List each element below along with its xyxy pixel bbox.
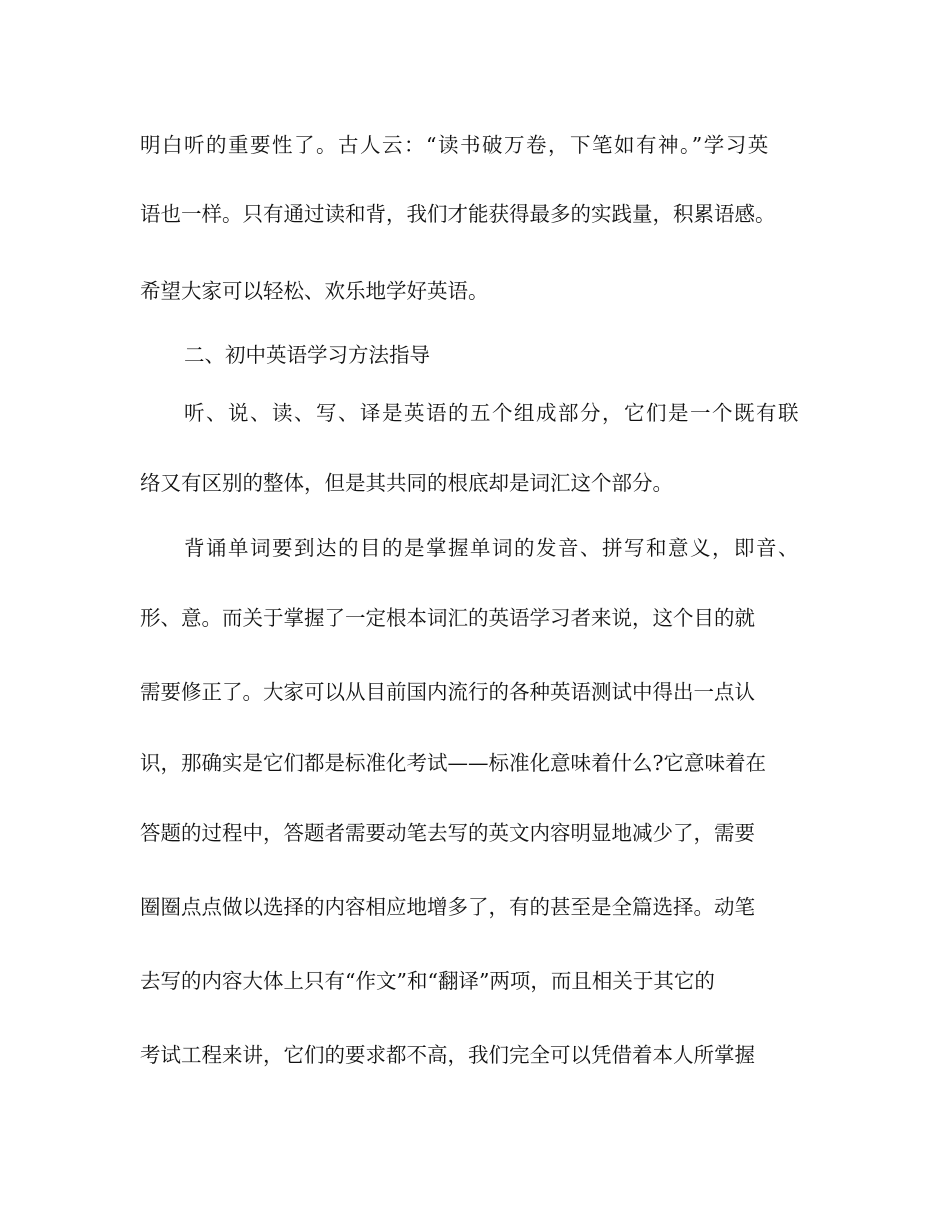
text-line: 识，那确实是它们都是标准化考试——标准化意味着什么?它意味着在	[140, 751, 766, 775]
text-line: 语也一样。只有通过读和背，我们才能获得最多的实践量，积累语感。	[140, 202, 776, 226]
section-heading: 二、初中英语学习方法指导	[184, 343, 430, 367]
text-line: 希望大家可以轻松、欢乐地学好英语。	[140, 279, 489, 303]
text-line: 圈圈点点做以选择的内容相应地增多了，有的甚至是全篇选择。动笔	[140, 895, 755, 919]
text-line: 听、说、读、写、译是英语的五个组成部分，它们是一个既有联	[184, 401, 800, 425]
text-line: 络又有区别的整体，但是其共同的根底却是词汇这个部分。	[140, 471, 673, 495]
text-line: 考试工程来讲，它们的要求都不高，我们完全可以凭借着本人所掌握	[140, 1043, 755, 1067]
text-line: 需要修正了。大家可以从目前国内流行的各种英语测试中得出一点认	[140, 680, 755, 704]
text-line: 形、意。而关于掌握了一定根本词汇的英语学习者来说，这个目的就	[140, 606, 755, 630]
text-line: 背诵单词要到达的目的是掌握单词的发音、拼写和意义，即音、	[184, 536, 800, 560]
text-line: 明白听的重要性了。古人云：“读书破万卷，下笔如有神。”学习英	[140, 133, 770, 157]
text-line: 答题的过程中，答题者需要动笔去写的英文内容明显地减少了，需要	[140, 821, 755, 845]
text-line: 去写的内容大体上只有“作文”和“翻译”两项，而且相关于其它的	[140, 969, 715, 993]
